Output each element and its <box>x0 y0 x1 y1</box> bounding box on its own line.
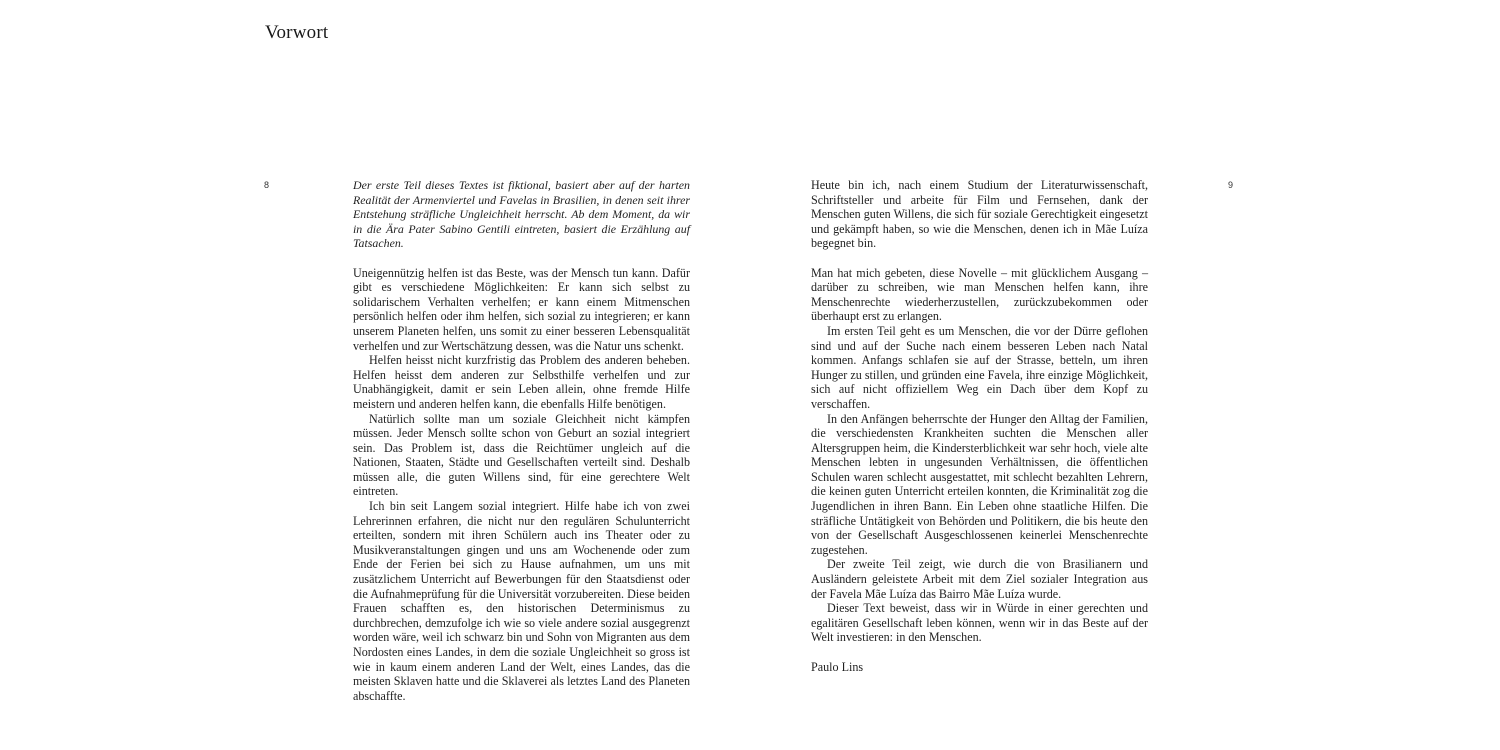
page-number-left: 8 <box>264 180 270 190</box>
paragraph: Helfen heisst nicht kurzfristig das Problem des anderen beheben. Helfen heisst dem anderen zur Selbsthilfe verhelfen und zur Unabhängigkeit, damit er sein Leben allein, ohne fremde Hilfe meistern und anderen helfen kann, die ebenfalls Hilfe benötigen. <box>353 353 690 411</box>
paragraph: Im ersten Teil geht es um Menschen, die vor der Dürre geflohen sind und auf der Suche nach einem besseren Leben nach Natal kommen. Anfangs schlafen sie auf der Strasse, betteln, um ihren Hunger zu stillen, und gründen eine Favela, ihre einzige Möglichkeit, sich auf nicht offiziellem Weg ein Dach über dem Kopf zu verschaffen. <box>811 323 1148 411</box>
page-number-right: 9 <box>1228 180 1234 190</box>
paragraph: Dieser Text beweist, dass wir in Würde in einer gerechten und egalitären Gesellschaft leben können, wenn wir in das Beste auf der Welt investieren: in den Menschen. <box>811 601 1148 645</box>
paragraph: Ich bin seit Langem sozial integriert. Hilfe habe ich von zwei Lehrerinnen erfahren, die nicht nur den regulären Schulunterricht erteilten, sondern mit ihren Schülern auch ins Theater oder zu Musikveranstaltungen gingen und uns am Wochenende oder zum Ende der Ferien bei sich zu Hause aufnahmen, um uns mit zusätzlichem Unterricht auf Bewerbungen für den Staatsdienst oder die Aufnahmeprüfung für die Universität vorzubereiten. Diese beiden Frauen schafften es, den historischen Determinismus zu durchbrechen, demzufolge ich wie so viele andere sozial ausgegrenzt worden wäre, weil ich schwarz bin und Sohn von Migranten aus dem Nordosten eines Landes, in dem die soziale Ungleichheit so gross ist wie in kaum einem anderen Land der Welt, eines Landes, das die meisten Sklaven hatte und die Sklaverei als letztes Land des Planeten abschaffte. <box>353 499 690 703</box>
paragraph: Heute bin ich, nach einem Studium der Literaturwissenschaft, Schriftsteller und arbeite für Film und Fernsehen, dank der Menschen guten Willens, die sich für soziale Gerechtigkeit eingesetzt und gekämpft haben, so wie die Menschen, denen ich in Mãe Luíza begegnet bin. <box>811 178 1148 251</box>
paragraph: In den Anfängen beherrschte der Hunger den Alltag der Familien, die verschiedensten Krankheiten suchten die Menschen aller Altersgruppen heim, die Kindersterblichkeit war sehr hoch, viele alte Menschen lebten in ungesunden Verhältnissen, die öffentlichen Schulen waren schlecht ausgestattet, mit schlecht bezahlten Lehrern, die keinen guten Unterricht erteilen konnten, die Kriminalität zog die Jugendlichen in ihren Bann. Ein Leben ohne staatliche Hilfen. Die sträfliche Untätigkeit von Behörden und Politikern, die bis heute den von der Gesellschaft Ausgeschlossenen keinerlei Menschenrechte zugestehen. <box>811 411 1148 557</box>
chapter-title: Vorwort <box>265 22 329 43</box>
paragraph: Uneigennützig helfen ist das Beste, was der Mensch tun kann. Dafür gibt es verschiedene Möglichkeiten: Er kann sich selbst zu solidarischem Verhalten verhelfen; er kann einem Mitmenschen persönlich helfen oder ihm helfen, sich sozial zu integrieren; er kann unserem Planeten helfen, uns somit zu einer besseren Lebensqualität verhelfen und zur Wertschätzung dessen, was die Natur uns schenkt. <box>353 265 690 353</box>
author-signature: Paulo Lins <box>811 659 864 674</box>
italic-intro-note: Der erste Teil dieses Textes ist fiktional, basiert aber auf der harten Realität der Armenviertel und Favelas in Brasilien, in denen seit ihrer Entstehung sträfliche Ungleichheit herrscht. Ab dem Moment, da wir in die Ära Pater Sabino Gentili eintreten, basiert die Erzählung auf Tatsachen. <box>353 178 690 251</box>
right-page-column <box>811 178 1148 674</box>
paragraph: Der zweite Teil zeigt, wie durch die von Brasilianern und Ausländern geleistete Arbeit mit dem Ziel sozialer Integration aus der Favela Mãe Luíza das Bairro Mãe Luíza wurde. <box>811 557 1148 601</box>
left-page-column <box>353 178 690 703</box>
paragraph: Natürlich sollte man um soziale Gleichheit nicht kämpfen müssen. Jeder Mensch sollte schon von Geburt an sozial integriert sein. Das Problem ist, dass die Reichtümer ungleich auf die Nationen, Staaten, Städte und Gesellschaften verteilt sind. Deshalb müssen alle, die guten Willens sind, für eine gerechtere Welt eintreten. <box>353 411 690 499</box>
paragraph: Man hat mich gebeten, diese Novelle – mit glücklichem Ausgang – darüber zu schreiben, wie man Menschen helfen kann, ihre Menschenrechte wiederherzustellen, zurückzubekommen oder überhaupt erst zu erlangen. <box>811 265 1148 324</box>
